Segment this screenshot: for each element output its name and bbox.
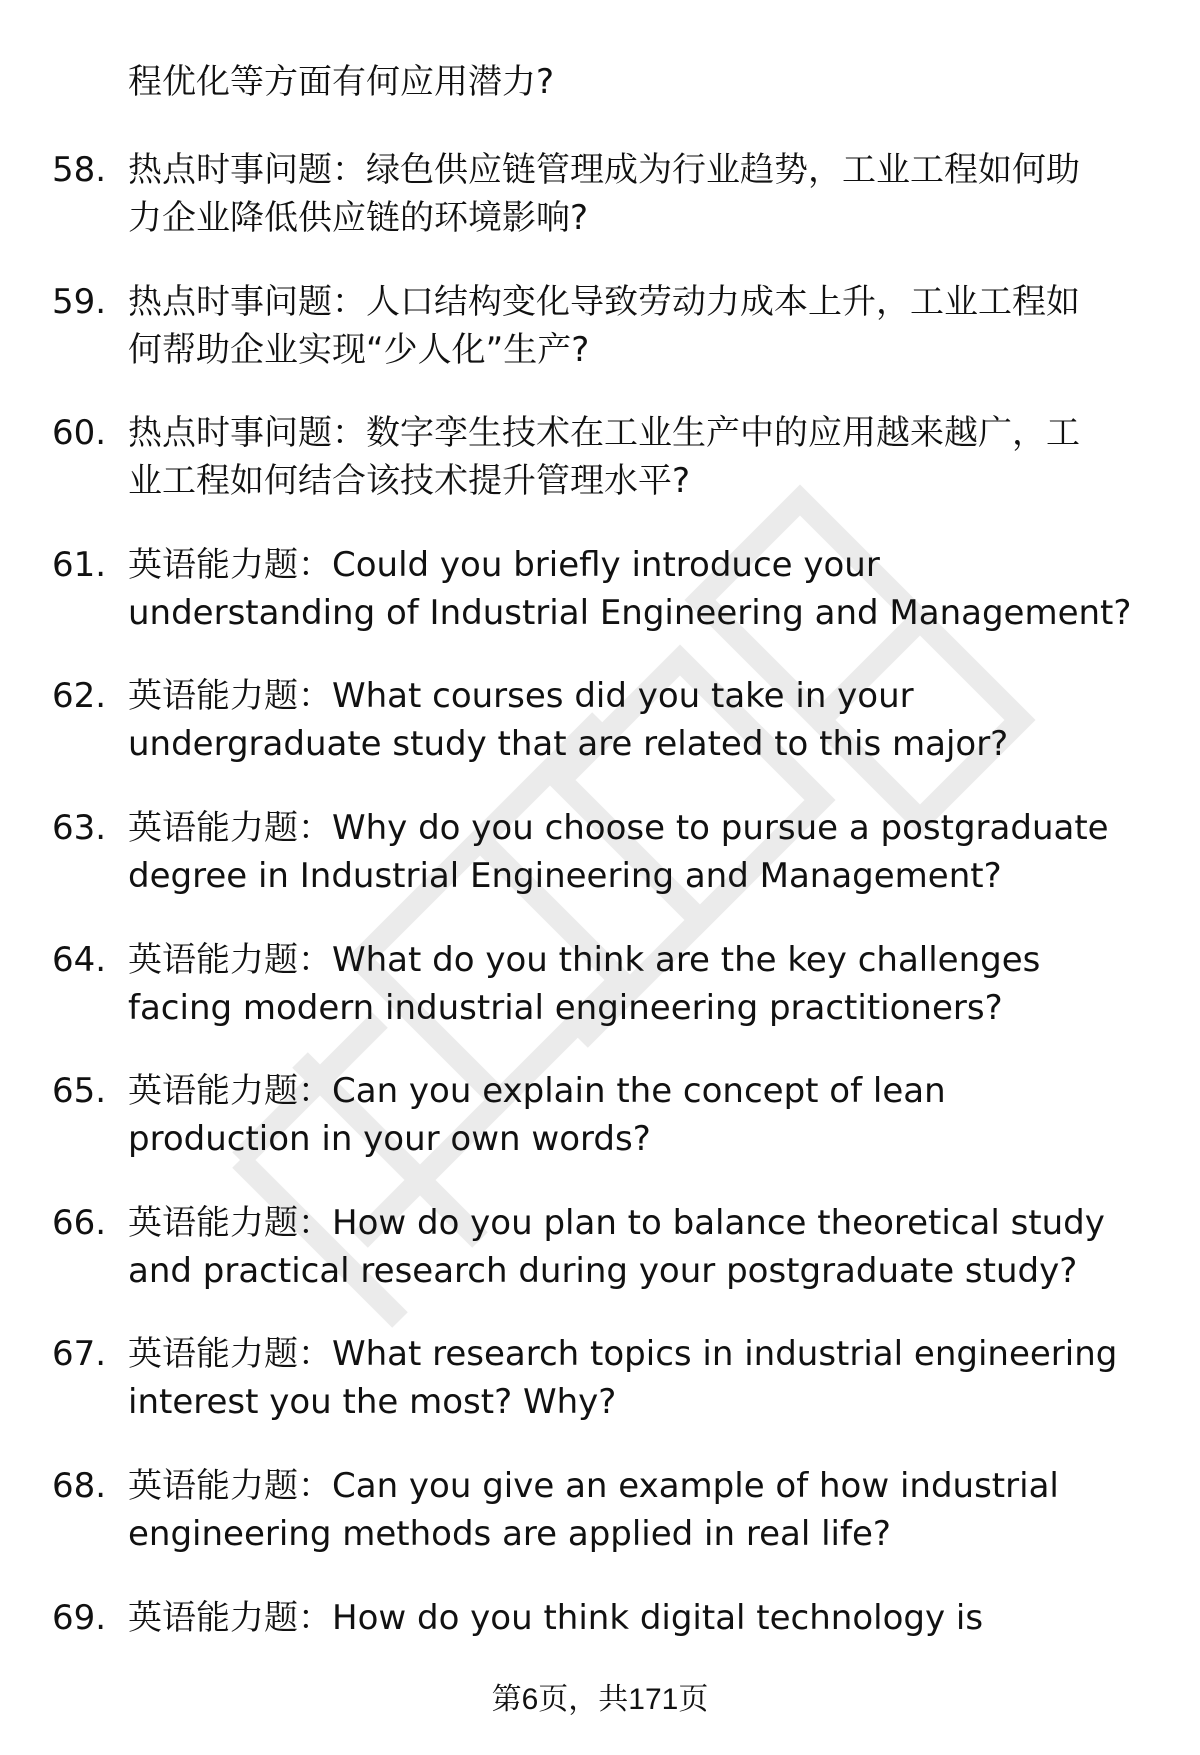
item-text [128,1594,1168,1642]
item-text-line: 英语能力题：What courses did you take in your [128,676,914,716]
item-text-line: production in your own words? [128,1119,651,1159]
item-number: 69. [52,1598,107,1638]
item-number: 67. [52,1334,107,1374]
item-text-line: 英语能力题：Can you give an example of how industrial [128,1466,1059,1506]
item-text-line: engineering methods are applied in real life? [128,1514,891,1554]
item-text [128,672,1168,768]
item-text-line: and practical research during your postgraduate study? [128,1251,1078,1291]
item-text [128,1330,1168,1426]
item-number: 68. [52,1466,107,1506]
item-text-line: undergraduate study that are related to this major? [128,724,1009,764]
item-text [128,1199,1168,1295]
page-footer: 第6页，共171页 [491,1683,709,1716]
item-text [128,541,1168,637]
item-text [128,1067,1168,1163]
item-number: 62. [52,676,107,716]
item-text-line: 英语能力题：How do you think digital technology is [128,1598,984,1638]
item-text-line: 业工程如何结合该技术提升管理水平? [128,461,691,501]
item-text-line: 何帮助企业实现“少人化”生产? [128,330,590,370]
item-text-line: 热点时事问题：人口结构变化导致劳动力成本上升，工业工程如 [128,282,1080,322]
item-number: 65. [52,1071,107,1111]
item-text-line: 英语能力题：Could you briefly introduce your [128,545,880,585]
item-number: 58. [52,150,107,190]
item-number: 64. [52,940,107,980]
item-number: 63. [52,808,107,848]
item-text-line: 英语能力题：How do you plan to balance theoretical study [128,1203,1105,1243]
item-text-line: 英语能力题：What do you think are the key challenges [128,940,1041,980]
item-text-line: facing modern industrial engineering practitioners? [128,988,1003,1028]
item-number: 59. [52,282,107,322]
item-text-line: 英语能力题：Can you explain the concept of lean [128,1071,946,1111]
item-text-line: understanding of Industrial Engineering and Management? [128,593,1132,633]
continuation-line: 程优化等方面有何应用潜力? [128,62,555,102]
item-text [128,1462,1168,1558]
item-number: 60. [52,413,107,453]
item-number: 61. [52,545,107,585]
item-text [128,409,1168,505]
item-text-line: 热点时事问题：绿色供应链管理成为行业趋势，工业工程如何助 [128,150,1080,190]
item-number: 66. [52,1203,107,1243]
item-text-line: 英语能力题：What research topics in industrial engineering [128,1334,1118,1374]
item-text-line: 英语能力题：Why do you choose to pursue a postgraduate [128,808,1109,848]
item-text [128,278,1168,374]
item-text-line: 力企业降低供应链的环境影响? [128,198,589,238]
item-text-line: degree in Industrial Engineering and Management? [128,856,1002,896]
item-text-line: 热点时事问题：数字孪生技术在工业生产中的应用越来越广，工 [128,413,1080,453]
item-text [128,936,1168,1032]
item-text-line: interest you the most? Why? [128,1382,617,1422]
item-text [128,804,1168,900]
item-text [128,146,1168,242]
